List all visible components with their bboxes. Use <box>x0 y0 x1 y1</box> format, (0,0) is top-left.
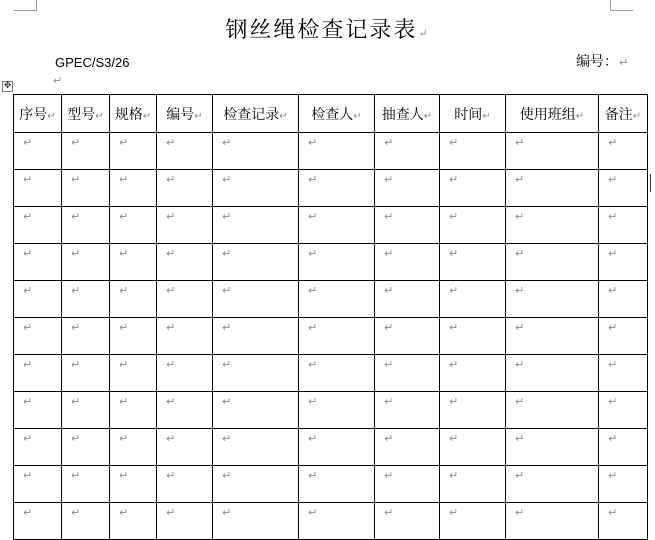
column-header[interactable] <box>599 95 648 133</box>
paragraph-mark: ↵ <box>194 110 203 122</box>
cell-end-mark: ↵ <box>308 395 318 408</box>
paragraph-mark: ↵ <box>632 110 642 122</box>
table-cell[interactable] <box>599 244 648 281</box>
cell-end-mark: ↵ <box>608 284 618 297</box>
cell-end-mark: ↵ <box>449 247 459 260</box>
cell-end-mark: ↵ <box>119 358 129 371</box>
table-cell[interactable] <box>213 133 299 170</box>
cell-end-mark: ↵ <box>166 469 176 482</box>
cell-end-mark: ↵ <box>308 173 318 186</box>
table-cell[interactable] <box>14 318 62 355</box>
table-cell[interactable] <box>440 429 506 466</box>
table-cell[interactable] <box>375 281 440 318</box>
table-cell[interactable] <box>157 429 213 466</box>
table-cell[interactable] <box>440 244 506 281</box>
table-cell[interactable] <box>599 503 648 540</box>
cell-end-mark: ↵ <box>515 210 525 223</box>
cell-end-mark: ↵ <box>166 173 176 186</box>
serial-number-label-text: 编号： <box>576 54 618 70</box>
cell-end-mark: ↵ <box>119 506 129 519</box>
table-cell[interactable] <box>157 392 213 429</box>
table-cell[interactable] <box>14 466 62 503</box>
table-cell[interactable] <box>440 207 506 244</box>
table-cell[interactable] <box>299 207 375 244</box>
table-cell[interactable] <box>14 207 62 244</box>
cell-end-mark: ↵ <box>166 247 176 260</box>
paragraph-mark: ↵ <box>95 110 104 122</box>
cell-end-mark: ↵ <box>119 321 129 334</box>
column-header[interactable] <box>299 95 375 133</box>
column-header-label: 备注 <box>604 106 633 123</box>
table-cell[interactable] <box>110 392 157 429</box>
table-row <box>14 281 648 318</box>
table-cell[interactable] <box>62 244 110 281</box>
table-cell[interactable] <box>440 392 506 429</box>
cell-end-mark: ↵ <box>308 284 318 297</box>
cell-end-mark: ↵ <box>515 432 525 445</box>
cell-end-mark: ↵ <box>71 395 81 408</box>
table-cell[interactable] <box>213 392 299 429</box>
table-cell[interactable] <box>599 355 648 392</box>
cell-end-mark: ↵ <box>23 247 33 260</box>
column-header[interactable] <box>213 95 299 133</box>
table-cell[interactable] <box>157 133 213 170</box>
table-cell[interactable] <box>157 170 213 207</box>
table-cell[interactable] <box>110 355 157 392</box>
column-header[interactable] <box>506 95 599 133</box>
cell-end-mark: ↵ <box>222 284 232 297</box>
cell-end-mark: ↵ <box>608 210 618 223</box>
table-cell[interactable] <box>110 466 157 503</box>
table-cell[interactable] <box>157 207 213 244</box>
cell-end-mark: ↵ <box>166 210 176 223</box>
table-cell[interactable] <box>110 503 157 540</box>
cell-end-mark: ↵ <box>23 321 33 334</box>
serial-number-label[interactable] <box>576 53 628 72</box>
table-cell[interactable] <box>299 392 375 429</box>
table-cell[interactable] <box>375 355 440 392</box>
table-cell[interactable] <box>440 281 506 318</box>
cell-end-mark: ↵ <box>119 173 129 186</box>
cell-end-mark: ↵ <box>166 136 176 149</box>
paragraph-mark: ↵ <box>482 110 491 122</box>
cell-end-mark: ↵ <box>449 395 459 408</box>
table-cell[interactable] <box>599 133 648 170</box>
cell-end-mark: ↵ <box>449 358 459 371</box>
table-cell[interactable] <box>506 207 599 244</box>
cell-end-mark: ↵ <box>23 210 33 223</box>
cell-end-mark: ↵ <box>23 358 33 371</box>
paragraph-mark: ↵ <box>47 110 56 122</box>
cell-end-mark: ↵ <box>119 247 129 260</box>
cell-end-mark: ↵ <box>308 358 318 371</box>
cell-end-mark: ↵ <box>608 136 618 149</box>
table-cell[interactable] <box>506 281 599 318</box>
cell-end-mark: ↵ <box>449 136 459 149</box>
cell-end-mark: ↵ <box>608 247 618 260</box>
table-cell[interactable] <box>110 207 157 244</box>
cell-end-mark: ↵ <box>515 469 525 482</box>
table-cell[interactable] <box>213 355 299 392</box>
table-cell[interactable] <box>506 170 599 207</box>
cell-end-mark: ↵ <box>71 358 81 371</box>
cell-end-mark: ↵ <box>166 321 176 334</box>
cell-end-mark: ↵ <box>308 506 318 519</box>
cell-end-mark: ↵ <box>71 247 81 260</box>
cell-end-mark: ↵ <box>515 136 525 149</box>
table-cell[interactable] <box>157 355 213 392</box>
table-cell[interactable] <box>157 466 213 503</box>
table-cell[interactable] <box>62 466 110 503</box>
table-cell[interactable] <box>110 429 157 466</box>
table-cell[interactable] <box>299 429 375 466</box>
table-cell[interactable] <box>440 503 506 540</box>
paragraph-mark: ↵ <box>575 110 585 122</box>
cell-end-mark: ↵ <box>222 432 232 445</box>
cell-end-mark: ↵ <box>71 284 81 297</box>
table-cell[interactable] <box>599 281 648 318</box>
table-cell[interactable] <box>375 503 440 540</box>
cell-end-mark: ↵ <box>222 395 232 408</box>
column-header[interactable] <box>14 95 62 133</box>
table-cell[interactable] <box>299 170 375 207</box>
cell-end-mark: ↵ <box>166 358 176 371</box>
column-header-label: 使用班组 <box>519 106 576 123</box>
table-cell[interactable] <box>506 429 599 466</box>
table-cell[interactable] <box>213 170 299 207</box>
table-row <box>14 318 648 355</box>
record-table <box>13 94 648 540</box>
table-cell[interactable] <box>110 170 157 207</box>
cell-end-mark: ↵ <box>515 247 525 260</box>
cell-end-mark: ↵ <box>222 358 232 371</box>
table-cell[interactable] <box>110 318 157 355</box>
table-cell[interactable] <box>299 466 375 503</box>
cell-end-mark: ↵ <box>119 432 129 445</box>
table-cell[interactable] <box>213 281 299 318</box>
table-cell[interactable] <box>599 466 648 503</box>
table-cell[interactable] <box>375 207 440 244</box>
cell-end-mark: ↵ <box>23 506 33 519</box>
cell-end-mark: ↵ <box>384 432 394 445</box>
table-cell[interactable] <box>599 170 648 207</box>
cell-end-mark: ↵ <box>515 358 525 371</box>
column-header[interactable] <box>440 95 506 133</box>
cell-end-mark: ↵ <box>166 395 176 408</box>
column-header[interactable] <box>62 95 110 133</box>
cell-end-mark: ↵ <box>449 506 459 519</box>
table-row <box>14 244 648 281</box>
table-cell[interactable] <box>375 429 440 466</box>
table-cell[interactable] <box>62 170 110 207</box>
cell-end-mark: ↵ <box>222 247 232 260</box>
cell-end-mark: ↵ <box>308 247 318 260</box>
table-cell[interactable] <box>599 392 648 429</box>
table-cell[interactable] <box>375 392 440 429</box>
cell-end-mark: ↵ <box>608 358 618 371</box>
table-cell[interactable] <box>299 503 375 540</box>
column-header[interactable] <box>110 95 157 133</box>
column-header-label: 检查记录 <box>223 106 280 123</box>
column-header-label: 规格 <box>114 106 143 123</box>
cell-end-mark: ↵ <box>23 136 33 149</box>
table-cell[interactable] <box>157 503 213 540</box>
cell-end-mark: ↵ <box>71 173 81 186</box>
table-cell[interactable] <box>506 318 599 355</box>
cell-end-mark: ↵ <box>384 173 394 186</box>
cell-end-mark: ↵ <box>23 395 33 408</box>
table-cell[interactable] <box>14 133 62 170</box>
table-cell[interactable] <box>213 429 299 466</box>
column-header-label: 编号 <box>166 106 195 123</box>
table-cell[interactable] <box>213 318 299 355</box>
table-cell[interactable] <box>62 429 110 466</box>
table-cell[interactable] <box>506 244 599 281</box>
cell-end-mark: ↵ <box>608 173 618 186</box>
table-cell[interactable] <box>14 355 62 392</box>
table-cell[interactable] <box>14 170 62 207</box>
table-cell[interactable] <box>299 244 375 281</box>
paragraph-mark: ↵ <box>353 110 362 122</box>
table-cell[interactable] <box>375 133 440 170</box>
table-cell[interactable] <box>440 355 506 392</box>
cell-end-mark: ↵ <box>608 469 618 482</box>
move-handle-icon[interactable]: ✥ <box>3 81 12 91</box>
cell-end-mark: ↵ <box>166 506 176 519</box>
cell-end-mark: ↵ <box>119 136 129 149</box>
cell-end-mark: ↵ <box>308 321 318 334</box>
table-row <box>14 133 648 170</box>
cell-end-mark: ↵ <box>608 506 618 519</box>
table-row <box>14 170 648 207</box>
cell-end-mark: ↵ <box>384 395 394 408</box>
text-cursor <box>650 174 651 192</box>
cell-end-mark: ↵ <box>449 432 459 445</box>
cell-end-mark: ↵ <box>71 136 81 149</box>
table-cell[interactable] <box>62 392 110 429</box>
table-cell[interactable] <box>157 281 213 318</box>
cell-end-mark: ↵ <box>515 284 525 297</box>
cell-end-mark: ↵ <box>71 321 81 334</box>
table-cell[interactable] <box>506 355 599 392</box>
table-cell[interactable] <box>62 503 110 540</box>
table-row <box>14 429 648 466</box>
paragraph-mark: ↵ <box>279 110 288 122</box>
cell-end-mark: ↵ <box>449 210 459 223</box>
cell-end-mark: ↵ <box>71 210 81 223</box>
cell-end-mark: ↵ <box>166 432 176 445</box>
page-corner-mark-left <box>14 0 37 11</box>
cell-end-mark: ↵ <box>23 173 33 186</box>
table-cell[interactable] <box>440 133 506 170</box>
table-cell[interactable] <box>375 244 440 281</box>
column-header-label: 时间 <box>454 106 483 123</box>
table-cell[interactable] <box>14 244 62 281</box>
table-cell[interactable] <box>599 429 648 466</box>
table-cell[interactable] <box>375 466 440 503</box>
document-title[interactable] <box>0 16 655 49</box>
column-header-label: 型号 <box>67 106 96 123</box>
paragraph-mark: ↵ <box>423 110 433 122</box>
table-cell[interactable] <box>157 318 213 355</box>
cell-end-mark: ↵ <box>71 506 81 519</box>
table-cell[interactable] <box>599 207 648 244</box>
cell-end-mark: ↵ <box>71 469 81 482</box>
empty-paragraph-mark: ↵ <box>53 74 63 87</box>
table-cell[interactable] <box>299 355 375 392</box>
cell-end-mark: ↵ <box>119 469 129 482</box>
cell-end-mark: ↵ <box>449 284 459 297</box>
table-cell[interactable] <box>110 244 157 281</box>
cell-end-mark: ↵ <box>308 210 318 223</box>
cell-end-mark: ↵ <box>222 469 232 482</box>
paragraph-mark: ↵ <box>619 56 629 69</box>
cell-end-mark: ↵ <box>449 321 459 334</box>
column-header-label: 序号 <box>19 106 48 123</box>
table-cell[interactable] <box>110 281 157 318</box>
cell-end-mark: ↵ <box>71 432 81 445</box>
document-code[interactable]: GPEC/S3/26 <box>55 55 130 70</box>
column-header-label: 检查人 <box>311 106 354 123</box>
cell-end-mark: ↵ <box>23 284 33 297</box>
column-header-label: 抽查人 <box>381 106 424 123</box>
table-cell[interactable] <box>213 466 299 503</box>
document-title-text: 钢丝绳检查记录表 <box>225 18 418 43</box>
cell-end-mark: ↵ <box>384 210 394 223</box>
table-cell[interactable] <box>506 503 599 540</box>
cell-end-mark: ↵ <box>119 210 129 223</box>
table-cell[interactable] <box>375 318 440 355</box>
cell-end-mark: ↵ <box>515 173 525 186</box>
cell-end-mark: ↵ <box>23 469 33 482</box>
table-cell[interactable] <box>299 133 375 170</box>
table-cell[interactable] <box>62 207 110 244</box>
table-cell[interactable] <box>213 207 299 244</box>
cell-end-mark: ↵ <box>384 136 394 149</box>
table-row <box>14 355 648 392</box>
table-cell[interactable] <box>14 429 62 466</box>
cell-end-mark: ↵ <box>515 321 525 334</box>
table-cell[interactable] <box>213 503 299 540</box>
cell-end-mark: ↵ <box>515 506 525 519</box>
table-cell[interactable] <box>299 281 375 318</box>
table-cell[interactable] <box>14 503 62 540</box>
cell-end-mark: ↵ <box>23 432 33 445</box>
table-cell[interactable] <box>62 318 110 355</box>
cell-end-mark: ↵ <box>608 395 618 408</box>
table-cell[interactable] <box>506 466 599 503</box>
cell-end-mark: ↵ <box>222 136 232 149</box>
paragraph-mark: ↵ <box>418 27 430 40</box>
cell-end-mark: ↵ <box>222 506 232 519</box>
table-body <box>14 133 648 540</box>
table-cell[interactable] <box>506 392 599 429</box>
table-cell[interactable] <box>440 466 506 503</box>
cell-end-mark: ↵ <box>449 469 459 482</box>
table-cell[interactable] <box>440 170 506 207</box>
table-cell[interactable] <box>14 392 62 429</box>
table-row <box>14 466 648 503</box>
cell-end-mark: ↵ <box>166 284 176 297</box>
page-corner-mark-right <box>610 0 633 11</box>
cell-end-mark: ↵ <box>384 469 394 482</box>
paragraph-mark: ↵ <box>142 110 152 122</box>
cell-end-mark: ↵ <box>515 395 525 408</box>
cell-end-mark: ↵ <box>608 321 618 334</box>
table-cell[interactable] <box>599 318 648 355</box>
cell-end-mark: ↵ <box>222 210 232 223</box>
table-cell[interactable] <box>62 281 110 318</box>
column-header[interactable] <box>157 95 213 133</box>
cell-end-mark: ↵ <box>384 321 394 334</box>
cell-end-mark: ↵ <box>384 506 394 519</box>
cell-end-mark: ↵ <box>308 432 318 445</box>
table-cell[interactable] <box>375 170 440 207</box>
cell-end-mark: ↵ <box>608 432 618 445</box>
table-cell[interactable] <box>62 133 110 170</box>
table-row <box>14 503 648 540</box>
cell-end-mark: ↵ <box>222 321 232 334</box>
table-cell[interactable] <box>299 318 375 355</box>
cell-end-mark: ↵ <box>384 284 394 297</box>
cell-end-mark: ↵ <box>308 469 318 482</box>
table-cell[interactable] <box>506 133 599 170</box>
cell-end-mark: ↵ <box>384 247 394 260</box>
cell-end-mark: ↵ <box>449 173 459 186</box>
cell-end-mark: ↵ <box>384 358 394 371</box>
cell-end-mark: ↵ <box>222 173 232 186</box>
cell-end-mark: ↵ <box>119 284 129 297</box>
table-cell[interactable] <box>213 244 299 281</box>
column-header[interactable] <box>375 95 440 133</box>
table-row <box>14 207 648 244</box>
cell-end-mark: ↵ <box>308 136 318 149</box>
header-row <box>14 95 648 133</box>
table-cell[interactable] <box>440 318 506 355</box>
cell-end-mark: ↵ <box>119 395 129 408</box>
table-cell[interactable] <box>110 133 157 170</box>
table-cell[interactable] <box>62 355 110 392</box>
table-row <box>14 392 648 429</box>
table-cell[interactable] <box>14 281 62 318</box>
table-cell[interactable] <box>157 244 213 281</box>
